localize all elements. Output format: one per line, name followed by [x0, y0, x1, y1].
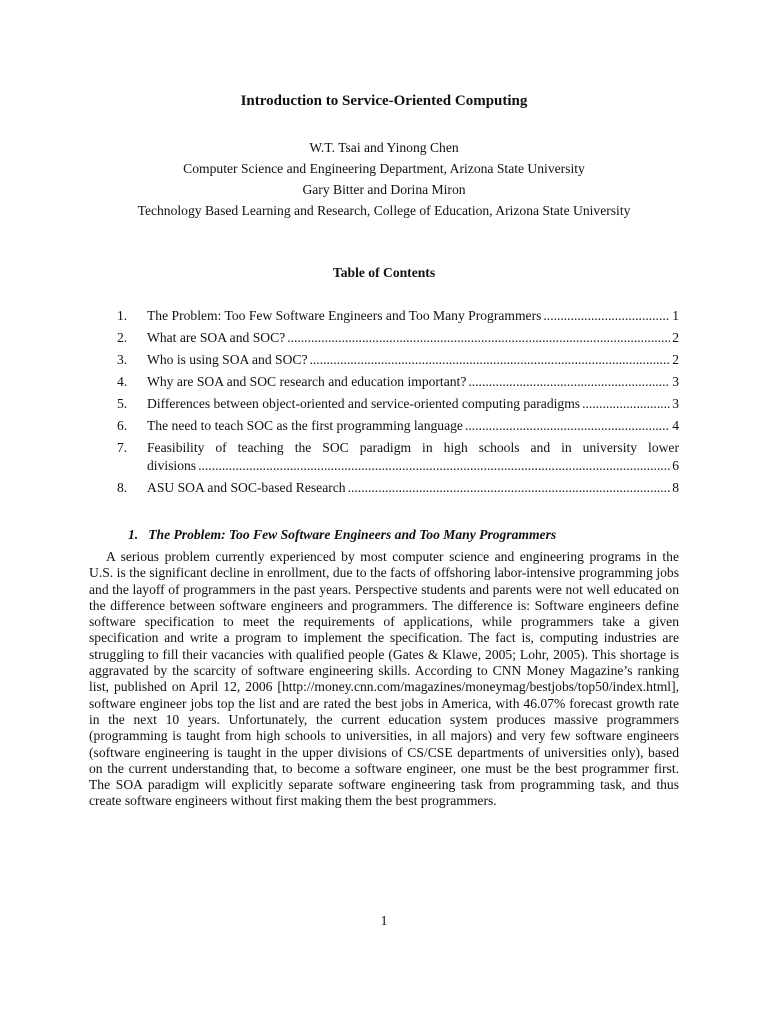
- toc-entry-title: Why are SOA and SOC research and education important?: [147, 374, 467, 389]
- toc-entry-title: What are SOA and SOC?: [147, 330, 286, 345]
- author-block: [0, 137, 768, 221]
- paper-title: Introduction to Service-Oriented Computing: [240, 93, 528, 109]
- toc-entry-page: 3: [672, 396, 679, 411]
- toc-heading: Table of Contents: [332, 265, 436, 280]
- toc-entry-page: 8: [672, 480, 679, 495]
- toc-entry-number: 2.: [117, 330, 128, 345]
- table-of-contents: [117, 307, 679, 501]
- toc-entry[interactable]: [117, 439, 679, 475]
- toc-entry[interactable]: [117, 329, 679, 347]
- toc-entry-number: 4.: [117, 374, 128, 389]
- author-names-1: W.T. Tsai and Yinong Chen: [309, 140, 459, 155]
- toc-entry-page: 1: [672, 308, 679, 323]
- author-affiliation-1: Computer Science and Engineering Department, Arizona State University: [183, 161, 585, 176]
- toc-entry-page: 6: [672, 458, 679, 473]
- toc-entry[interactable]: [117, 351, 679, 369]
- toc-entry[interactable]: [117, 479, 679, 497]
- section-paragraph: A serious problem currently experienced by most computer science and engineering programs in the U.S. is the significant decline in enrollment, due to the facts of offshoring labor-intensive programming jobs and the layoff of programmers in the past years. Perspective students and parents were not well educated on the difference between software engineers and programmers. The difference is: Software engineers define software specification to meet the requirements of applications, while programmers take a given specification and write a program to implement the specification. The fact is, computing industries are struggling to fill their vacancies with qualified people (Gates & Klawe, 2005; Lohr, 2005). This shortage is aggravated by the scarcity of software engineering skills. According to CNN Money Magazine’s ranking list, published on April 12, 2006 [http://money.cnn.com/magazines/moneymag/bestjobs/top50/index.html], software engineer jobs top the list and are rated the best jobs in America, with 46.07% forecast growth rate in the next 10 years. Unfortunately, the current education system produces massive programmers (programming is taught from high schools to universities, in all majors) and very few software engineers (software engineering is taught in the upper divisions of CS/CSE departments of universities only), based on the current understanding that, to become a software engineer, one must be the best programmer first. The SOA paradigm will explicitly separate software engineering task from programming task, and thus create software engineers without first making them the best programmers.: [89, 549, 679, 809]
- toc-entry-page: 2: [672, 352, 679, 367]
- toc-entry[interactable]: [117, 395, 679, 413]
- toc-entry[interactable]: [117, 417, 679, 435]
- section-title: The Problem: Too Few Software Engineers and Too Many Programmers: [148, 527, 557, 542]
- toc-entry-title: Differences between object-oriented and service-oriented computing paradigms: [147, 396, 581, 411]
- toc-entry-number: 5.: [117, 396, 128, 411]
- page-number: 1: [380, 913, 388, 928]
- toc-leader-dots: [287, 329, 670, 347]
- toc-leader-dots: [310, 351, 671, 369]
- toc-entry-title: The need to teach SOC as the first programming language: [147, 418, 463, 433]
- toc-entry-title: Feasibility of teaching the SOC paradigm in high schools and in university lower: [147, 440, 679, 455]
- toc-leader-dots: [543, 307, 670, 325]
- section-number: 1.: [128, 527, 139, 542]
- toc-entry-number: 7.: [117, 440, 128, 455]
- toc-leader-dots: [465, 417, 670, 435]
- toc-entry-page: 2: [672, 330, 679, 345]
- toc-leader-dots: [582, 395, 670, 413]
- toc-entry-title-continued: divisions: [147, 458, 197, 473]
- toc-entry-title: Who is using SOA and SOC?: [147, 352, 308, 367]
- toc-entry[interactable]: [117, 307, 679, 325]
- toc-leader-dots: [468, 373, 670, 391]
- toc-entry-number: 3.: [117, 352, 128, 367]
- toc-leader-dots: [198, 457, 670, 475]
- toc-entry-title: ASU SOA and SOC-based Research: [147, 480, 346, 495]
- toc-entry-number: 6.: [117, 418, 128, 433]
- toc-leader-dots: [348, 479, 671, 497]
- toc-entry[interactable]: [117, 373, 679, 391]
- toc-entry-title: The Problem: Too Few Software Engineers and Too Many Programmers: [147, 308, 542, 323]
- toc-entry-page: 3: [672, 374, 679, 389]
- section-heading: [128, 527, 556, 543]
- toc-entry-number: 8.: [117, 480, 128, 495]
- toc-entry-number: 1.: [117, 308, 128, 323]
- toc-entry-page: 4: [672, 418, 679, 433]
- author-affiliation-2: Technology Based Learning and Research, College of Education, Arizona State University: [137, 203, 631, 218]
- author-names-2: Gary Bitter and Dorina Miron: [302, 182, 466, 197]
